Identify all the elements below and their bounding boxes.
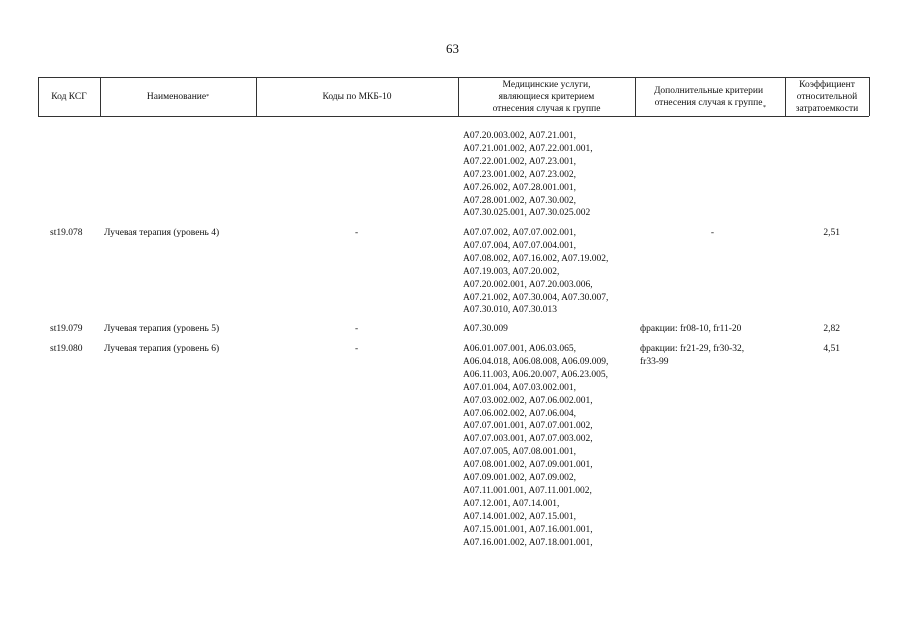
row-name: Лучевая терапия (уровень 5): [104, 324, 220, 334]
header-bottom-border: [38, 116, 869, 117]
row-services: A06.01.007.001, A06.03.065, A06.04.018, A06.08.008, A06.09.009, A06.11.003, A06.20.007, A06.23.005, A07.01.004, A07.03.002.001, A07.03.002.002, A07.06.002.001, A07.06.002.002, A07.06.004, A07.07.001.001, A07.07.001.002, A07.07.003.001, A07.07.003.002, A07.07.005, A07.08.001.001, A07.08.001.002, A07.09.001.001, A07.09.001.002, A07.09.002, A07.11.001.001, A07.11.001.002, A07.12.001, A07.14.001, A07.14.001.002, A07.15.001, A07.15.001.001, A07.16.001.001, A07.16.001.002, A07.18.001.001,: [463, 344, 609, 548]
row-services: A07.20.003.002, A07.21.001, A07.21.001.002, A07.22.001.001, A07.22.001.002, A07.23.001, A07.23.001.002, A07.23.002, A07.26.002, A07.28.001.001, A07.28.001.002, A07.30.002, A07.30.025.001, A07.30.025.002: [463, 131, 593, 219]
header-name: Наименование *: [146, 92, 210, 102]
header-code: Код КСГ: [51, 92, 87, 102]
row-coef: 2,51: [823, 228, 840, 238]
row-services: A07.30.009: [463, 324, 508, 334]
row-code: st19.078: [50, 228, 83, 238]
header-coef: Коэффициент относительной затратоемкости: [795, 80, 859, 114]
row-code: st19.079: [50, 324, 83, 334]
row-criteria: фракции: fr21-29, fr30-32, fr33-99: [640, 344, 745, 367]
row-mkb: -: [355, 344, 359, 354]
row-services: A07.07.002, A07.07.002.001, A07.07.004, A07.07.004.001, A07.08.002, A07.16.002, A07.19.002, A07.19.003, A07.20.002, A07.20.002.001, A07.20.003.006, A07.21.002, A07.30.004, A07.30.007, A07.30.010, A07.30.013: [463, 228, 609, 316]
row-criteria: фракции: fr08-10, fr11-20: [640, 324, 742, 334]
row-name: Лучевая терапия (уровень 4): [104, 228, 220, 238]
header-divider: [869, 77, 870, 116]
row-criteria: -: [710, 228, 715, 238]
row-name: Лучевая терапия (уровень 6): [104, 344, 220, 354]
header-services: Медицинские услуги, являющиеся критерием отнесения случая к группе: [492, 80, 601, 114]
row-mkb: -: [355, 324, 359, 334]
page-number: 63: [446, 41, 459, 56]
row-code: st19.080: [50, 344, 83, 354]
row-mkb: -: [355, 228, 359, 238]
row-coef: 2,82: [823, 324, 840, 334]
header-criteria: Дополнительные критерии отнесения случая к группе *: [653, 86, 767, 111]
row-coef: 4,51: [823, 344, 840, 354]
header-mkb: Коды по МКБ-10: [322, 92, 392, 102]
